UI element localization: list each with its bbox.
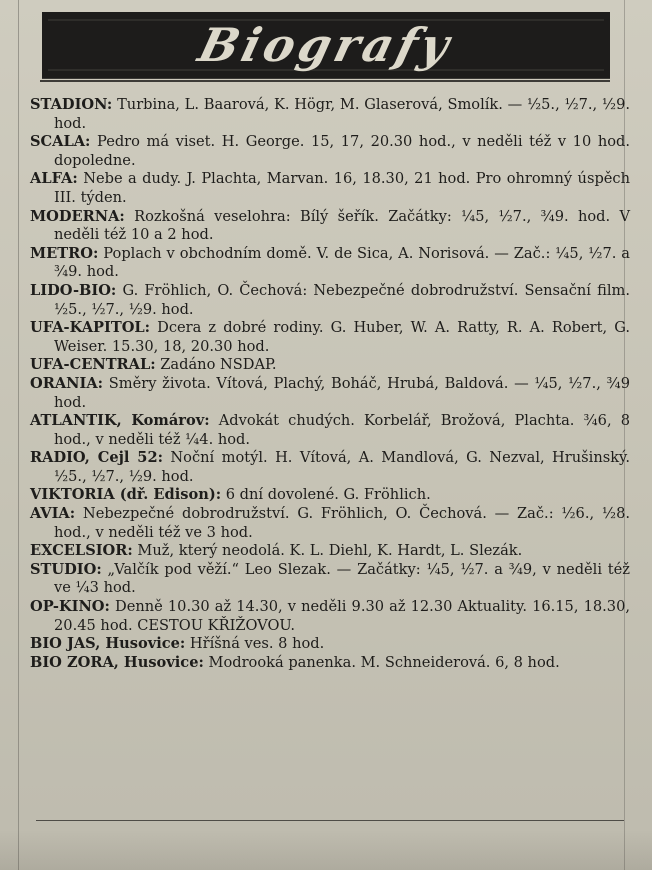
cinema-name: OP-KINO: (30, 598, 110, 616)
cinema-entry (30, 319, 630, 356)
cinema-entry (30, 505, 630, 542)
cinema-name: ATLANTIK, Komárov: (30, 412, 210, 430)
cinema-entry (30, 654, 630, 673)
section-title: Biografy (193, 18, 459, 72)
cinema-program: Noční motýl. H. Vítová, A. Mandlová, G. Nezval, Hrušinský. ½5., ½7., ½9. hod. (54, 449, 630, 485)
cinema-program: Pedro má viset. H. George. 15, 17, 20.30 hod., v neděli též v 10 hod. dopoledne. (54, 133, 630, 169)
cinema-name: VIKTORIA (dř. Edison): (30, 486, 222, 504)
cinema-entry (30, 635, 630, 654)
cinema-program: Zadáno NSDAP. (155, 356, 277, 374)
cinema-program: Nebezpečné dobrodružství. G. Fröhlich, O. Čechová. — Zač.: ½6., ½8. hod., v neděli též ve 3 hod. (54, 505, 630, 541)
cinema-program: Dcera z dobré rodiny. G. Huber, W. A. Ratty, R. A. Robert, G. Weiser. 15.30, 18, 20.30 hod. (54, 319, 630, 355)
cinema-name: METRO: (30, 244, 99, 262)
cinema-entry (30, 208, 630, 245)
cinema-entry (30, 486, 630, 505)
cinema-program: Turbina, L. Baarová, K. Högr, M. Glaserová, Smolík. — ½5., ½7., ½9. hod. (54, 96, 630, 132)
cinema-name: ORANIA: (30, 374, 104, 392)
cinema-program: Směry života. Vítová, Plachý, Boháč, Hrubá, Baldová. — ¼5, ½7., ¾9 hod. (54, 374, 630, 411)
cinema-name: MODERNA: (30, 207, 125, 225)
cinema-name: EXCELSIOR: (30, 542, 133, 560)
paper-shade (0, 830, 652, 870)
cinema-name: AVIA: (30, 505, 76, 523)
cinema-name: UFA-KAPITOL: (30, 319, 151, 337)
cinema-entry (30, 133, 630, 170)
cinema-entry (30, 598, 630, 635)
cinema-entry (30, 412, 630, 449)
cinema-program: Advokát chudých. Korbelář, Brožová, Plachta. ¾6, 8 hod., v neděli též ¼4. hod. (54, 412, 631, 448)
section-banner (42, 12, 610, 78)
cinema-program: Muž, který neodolá. K. L. Diehl, K. Hardt, L. Slezák. (132, 542, 523, 560)
cinema-entry (30, 561, 630, 598)
cinema-name: STADION: (30, 96, 113, 113)
cinema-name: BIO ZORA, Husovice: (30, 653, 204, 671)
cinema-program: „Valčík pod věží.“ Leo Slezak. — Začátky: ¼5, ½7. a ¾9, v neděli též ve ¼3 hod. (54, 560, 630, 597)
cinema-program: Rozkošná veselohra: Bílý šeřík. Začátky: ¼5, ½7., ¾9. hod. V neděli též 10 a 2 hod. (54, 207, 630, 244)
cinema-program: Nebe a dudy. J. Plachta, Marvan. 16, 18.30, 21 hod. Pro ohromný úspěch III. týden. (54, 170, 630, 206)
cinema-entry (30, 282, 630, 319)
bottom-rule (36, 820, 624, 821)
column-rule-left (18, 0, 19, 870)
cinema-program: G. Fröhlich, O. Čechová: Nebezpečné dobrodružství. Sensační film. ½5., ½7., ½9. hod. (54, 281, 630, 318)
banner-underline (40, 80, 610, 82)
cinema-name: SCALA: (30, 133, 91, 151)
cinema-entry (30, 449, 630, 486)
cinema-program: Hříšná ves. 8 hod. (185, 635, 325, 653)
cinema-name: RADIO, Cejl 52: (30, 449, 163, 467)
cinema-program: Denně 10.30 až 14.30, v neděli 9.30 až 12.30 Aktuality. 16.15, 18.30, 20.45 hod. CESTOU KŘIŽOVOU. (54, 598, 630, 634)
cinema-entry (30, 170, 630, 207)
cinema-name: ALFA: (30, 170, 78, 188)
cinema-entry (30, 96, 630, 133)
cinema-program: Modrooká panenka. M. Schneiderová. 6, 8 hod. (203, 653, 560, 671)
cinema-program: Poplach v obchodním domě. V. de Sica, A. Norisová. — Zač.: ¼5, ½7. a ¾9. hod. (54, 244, 630, 281)
cinema-name: BIO JAS, Husovice: (30, 635, 186, 653)
cinema-entry (30, 375, 630, 412)
cinema-entry (30, 245, 630, 282)
cinema-program: 6 dní dovolené. G. Fröhlich. (221, 486, 431, 504)
cinema-entry (30, 542, 630, 561)
cinema-listings (30, 96, 630, 672)
cinema-name: LIDO-BIO: (30, 281, 117, 299)
cinema-name: UFA-CENTRAL: (30, 356, 156, 374)
cinema-name: STUDIO: (30, 560, 102, 578)
cinema-entry (30, 356, 630, 375)
